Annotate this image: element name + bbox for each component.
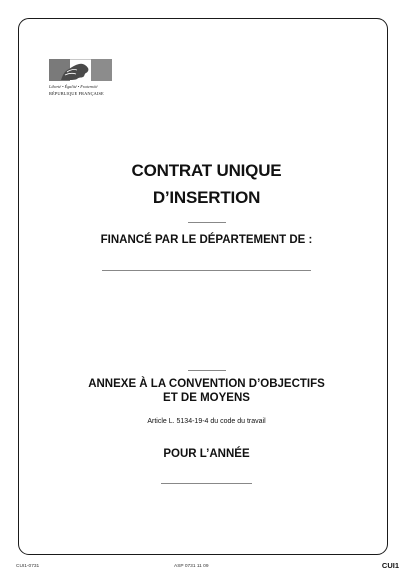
- divider-short-1: [188, 222, 226, 223]
- contract-title-line1: CONTRAT UNIQUE: [131, 161, 282, 180]
- annex-title-line1: ANNEXE À LA CONVENTION D’OBJECTIFS: [88, 378, 325, 390]
- footer-form-code: CUI1-0731: [16, 564, 40, 569]
- republique-francaise-logo: [49, 59, 113, 103]
- year-entry-line: [161, 483, 252, 484]
- department-entry-line: [102, 270, 311, 271]
- republic-motto: Liberté • Égalité • Fraternité: [49, 84, 98, 89]
- annex-title-line2: ET DE MOYENS: [163, 392, 250, 404]
- contract-title-line2: D’INSERTION: [152, 188, 261, 207]
- article-reference: Article L. 5134-19-4 du code du travail: [147, 418, 266, 425]
- divider-short-2: [188, 370, 226, 371]
- marianne-profile-icon: [55, 60, 95, 81]
- year-label: POUR L’ANNÉE: [163, 448, 250, 460]
- footer-form-id: CUI1: [381, 561, 399, 570]
- footer-asp-code: ASP 0731 11 09: [174, 564, 209, 569]
- republic-name: RÉPUBLIQUE FRANÇAISE: [49, 91, 104, 96]
- financed-by-label: FINANCÉ PAR LE DÉPARTEMENT DE :: [100, 234, 313, 246]
